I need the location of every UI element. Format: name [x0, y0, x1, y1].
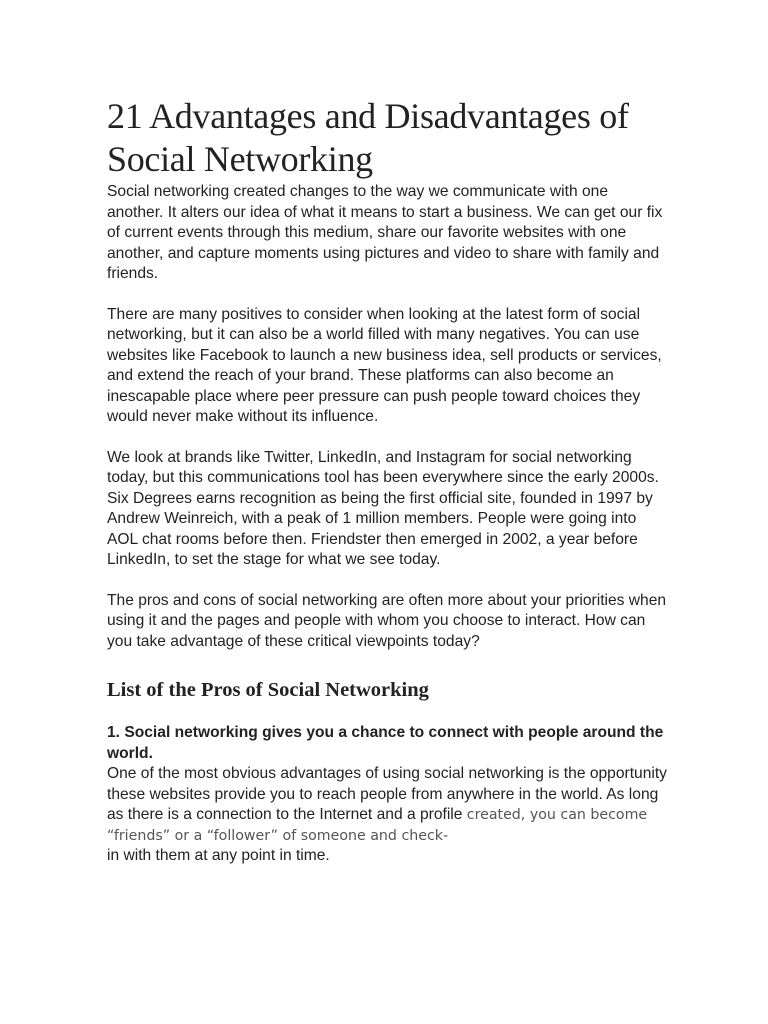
section-heading-pros: List of the Pros of Social Networking [107, 679, 429, 701]
document-title: 21 Advantages and Disadvantages of Social Networking [107, 96, 629, 179]
paragraph-history: We look at brands like Twitter, LinkedIn, and Instagram for social networking today, but this communications tool has been everywhere since the early 2000s. Six Degrees earns recognition as being the first official site, founded in 1997 by Andrew Weinreich, with a peak of 1 million members. People were going into AOL chat rooms before then. Friendster then emerged in 2002, a year before LinkedIn, to set the stage for what we see today. [107, 448, 659, 568]
paragraph-positives: There are many positives to consider when looking at the latest form of social networking, but it can also be a world filled with many negatives. You can use websites like Facebook to launch a new business idea, sell products or services, and extend the reach of your brand. These platforms can also become an inescapable place where peer pressure can push people toward choices they would never make without its influence. [107, 305, 662, 425]
item-1-body-part2: created, you can become “friends” or a “follower” of someone and check- [107, 807, 648, 844]
item-1-body-part1: One of the most obvious advantages of using social networking is the opportunity these websites provide you to reach people from anywhere in the world. As long as there is a connection to the Internet and a profile [107, 765, 667, 823]
item-1-body-part3: in with them at any point in time. [107, 847, 330, 864]
document-page [107, 95, 667, 867]
item-1-heading: 1. Social networking gives you a chance to connect with people around the world. [107, 724, 664, 762]
paragraph-priorities: The pros and cons of social networking are often more about your priorities when using it and the pages and people with whom you choose to interact. How can you take advantage of these critical viewpoints today? [107, 591, 667, 650]
paragraph-intro: Social networking created changes to the way we communicate with one another. It alters our idea of what it means to start a business. We can get our fix of current events through this medium, share our favorite websites with one another, and capture moments using pictures and video to share with family and friends. [107, 183, 663, 282]
item-1-body [107, 764, 667, 867]
